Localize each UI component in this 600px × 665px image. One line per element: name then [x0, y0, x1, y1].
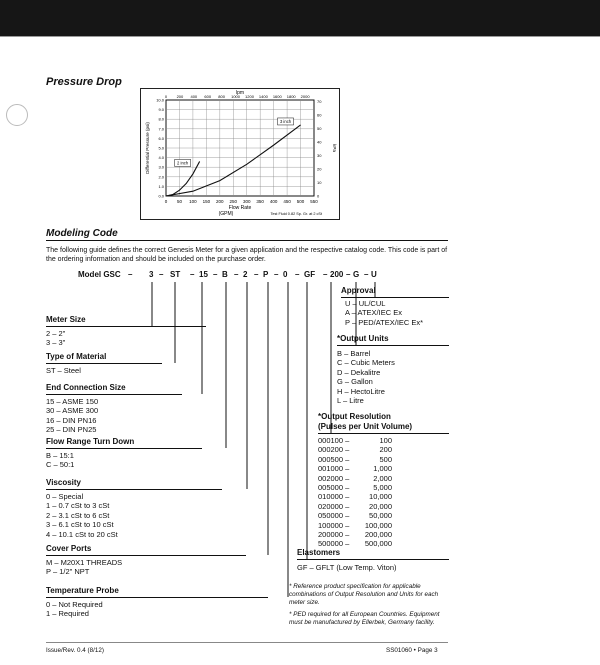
resolution-code: 020000 – — [318, 501, 350, 511]
kpa-tick-label: 40 — [317, 139, 322, 145]
y-tick-label: 8.0 — [158, 116, 164, 122]
y-tick-label: 9.0 — [158, 107, 164, 113]
pressure-drop-title: Pressure Drop — [46, 76, 122, 88]
model-code-4: 2 — [243, 270, 248, 279]
resolution-value: 5,000 — [373, 483, 392, 492]
model-code-dash: – — [159, 270, 164, 279]
model-code-dash: – — [346, 270, 351, 279]
section-rule-1 — [46, 363, 162, 364]
kpa-tick-label: 50 — [317, 125, 322, 131]
approval-value: P – PED/ATEX/IEC Ex* — [345, 317, 424, 327]
resolution-value: 20,000 — [369, 501, 392, 511]
x-tick-label: 150 — [202, 199, 211, 204]
model-code-8: 200 — [330, 270, 344, 279]
output-resolution-title: *Output Resolution — [318, 412, 391, 421]
elastomers-value: GF – GFLT (Low Temp. Viton) — [297, 563, 397, 572]
y-tick-label: 1.0 — [158, 183, 164, 189]
note-output-resolution: * Reference product specification for applicable combinations of Output Resolution and Units for each meter size. — [289, 583, 439, 606]
output-unit-value: H – HectoLitre — [337, 386, 385, 396]
lpm-tick-label: 0 — [164, 94, 168, 99]
resolution-code: 005000 – — [318, 483, 350, 492]
resolution-code: 000200 – — [318, 445, 350, 455]
output-unit-value: C – Cubic Meters — [337, 358, 395, 368]
series-label-0: 2 inch — [177, 160, 189, 166]
kpa-tick-label: 0 — [317, 193, 320, 199]
y-tick-label: 5.0 — [158, 145, 164, 151]
x-axis-unit: (GPM) — [218, 211, 234, 217]
lpm-tick-label: 800 — [218, 94, 225, 99]
x-tick-label: 200 — [216, 199, 224, 204]
y-axis-label: Differential Pressure (psi) — [145, 122, 150, 174]
resolution-code: 500000 – — [318, 539, 350, 549]
footer-page: SS01060 • Page 3 — [386, 647, 438, 654]
resolution-value: 100,000 — [364, 520, 392, 530]
model-code-dash: – — [295, 270, 300, 279]
x-tick-label: 500 — [296, 199, 305, 204]
model-code-dash: – — [213, 270, 218, 279]
model-code-6: 0 — [283, 270, 288, 279]
section-rule-6 — [46, 597, 268, 598]
lpm-tick-label: 600 — [204, 94, 212, 99]
section-value: B – 15:1 — [46, 451, 74, 460]
y-tick-label: 2.0 — [158, 174, 164, 180]
section-rule-3 — [46, 448, 202, 449]
x-tick-label: 0 — [164, 199, 168, 204]
lpm-axis-label: lpm — [235, 90, 245, 96]
resolution-value: 10,000 — [369, 492, 392, 502]
approval-title: Approval — [341, 286, 376, 295]
section-value: M – M20X1 THREADS — [46, 558, 123, 567]
output-resolution-subtitle: (Pulses per Unit Volume) — [318, 422, 413, 431]
resolution-value: 1,000 — [373, 464, 392, 474]
model-label: Model GSC — [78, 270, 121, 279]
y-tick-label: 4.0 — [158, 155, 164, 161]
x-tick-label: 100 — [189, 199, 197, 204]
resolution-value: 50,000 — [369, 511, 392, 521]
section-value: 0 – Special — [46, 492, 84, 501]
kpa-tick-label: 10 — [317, 179, 322, 185]
x-tick-label: 50 — [176, 199, 182, 204]
test-fluid-note: Test Fluid 0.82 Sp. Gr. at 2 cSt — [270, 212, 322, 216]
section-value: 30 – ASME 300 — [46, 406, 99, 416]
resolution-code: 002000 – — [318, 473, 350, 483]
model-code-dash: – — [274, 270, 279, 279]
resolution-value: 500,000 — [364, 539, 392, 549]
section-rule-5 — [46, 555, 246, 556]
elastomers-title: Elastomers — [297, 548, 341, 557]
x-tick-label: 350 — [256, 199, 264, 204]
y-tick-label: 7.0 — [158, 126, 164, 132]
section-title-6: Temperature Probe — [46, 586, 119, 595]
section-value: 0 – Not Required — [46, 600, 103, 609]
section-value: 4 – 10.1 cSt to 20 cSt — [46, 529, 118, 539]
note-ped: * PED required for all European Countries. Equipment must be manufactured by Ellerbek, Germany facility. — [289, 611, 440, 626]
output-unit-value: G – Gallon — [337, 377, 373, 387]
resolution-value: 500 — [379, 454, 392, 464]
approval-value: A – ATEX/IEC Ex — [345, 308, 402, 318]
section-title-2: End Connection Size — [46, 383, 126, 392]
section-value: 2 – 3.1 cSt to 6 cSt — [46, 510, 110, 520]
model-code-7: GF — [304, 270, 316, 279]
approval-value: U – UL/CUL — [345, 299, 386, 308]
section-title-1: Type of Material — [46, 352, 107, 361]
x-axis-label: Flow Rate — [228, 205, 252, 211]
y-tick-label: 3.0 — [158, 164, 164, 170]
y-tick-label: 10.0 — [156, 97, 164, 103]
section-value: 15 – ASME 150 — [46, 397, 99, 406]
modeling-code-title: Modeling Code — [46, 228, 118, 239]
output-unit-value: L – Litre — [337, 396, 364, 405]
section-value: 16 – DIN PN16 — [46, 415, 97, 425]
x-tick-label: 400 — [269, 199, 278, 204]
resolution-value: 200,000 — [364, 530, 392, 539]
section-value: 3 – 6.1 cSt to 10 cSt — [46, 520, 114, 530]
resolution-code: 200000 – — [318, 530, 350, 539]
model-code-3: B — [222, 270, 228, 279]
model-code-dash: – — [190, 270, 195, 279]
section-title-3: Flow Range Turn Down — [46, 437, 135, 446]
section-value: 2 – 2" — [46, 329, 66, 338]
section-title-4: Viscosity — [46, 478, 81, 487]
x-tick-label: 450 — [283, 199, 291, 204]
kpa-tick-label: 60 — [317, 112, 322, 118]
model-code-dash: – — [364, 270, 369, 279]
x-tick-label: 550 — [310, 199, 318, 204]
section-rule-0 — [46, 326, 206, 327]
model-code-9: G — [353, 270, 360, 279]
x-tick-label: 250 — [229, 199, 238, 204]
lpm-tick-label: 200 — [176, 94, 184, 99]
section-rule-2 — [46, 394, 182, 395]
series-label-1: 3 inch — [279, 118, 292, 124]
resolution-value: 100 — [379, 436, 392, 445]
resolution-code: 000500 – — [318, 454, 350, 464]
footer-rule — [46, 642, 448, 643]
lpm-tick-label: 400 — [190, 94, 198, 99]
model-dash: – — [128, 270, 133, 279]
section-value: 1 – Required — [46, 609, 89, 619]
lpm-tick-label: 1400 — [258, 94, 268, 99]
lpm-tick-label: 1800 — [286, 94, 296, 99]
lpm-tick-label: 1600 — [272, 94, 282, 99]
model-code-5: P — [263, 270, 269, 279]
output-unit-value: B – Barrel — [337, 349, 371, 358]
output-resolution-rule — [318, 433, 449, 434]
section-value: 1 – 0.7 cSt to 3 cSt — [46, 501, 110, 511]
section-title-5: Cover Ports — [46, 544, 92, 553]
kpa-tick-label: 20 — [317, 166, 322, 172]
section-value: P – 1/2" NPT — [46, 567, 90, 577]
resolution-code: 100000 – — [318, 520, 350, 530]
resolution-value: 2,000 — [373, 473, 392, 483]
resolution-value: 200 — [379, 445, 392, 455]
output-units-title: *Output Units — [337, 334, 389, 343]
kpa-tick-label: 70 — [317, 98, 322, 104]
model-code-dash: – — [234, 270, 239, 279]
approval-rule — [341, 297, 449, 298]
section-rule-4 — [46, 489, 222, 490]
elastomers-rule — [297, 559, 449, 560]
modeling-intro: The following guide defines the correct Genesis Meter for a given application and the respective catalog code. This code is part of the ordering information and should be included on the purchase order. — [46, 247, 448, 263]
section-value: C – 50:1 — [46, 460, 75, 470]
lpm-tick-label: 2000 — [300, 94, 310, 99]
lpm-tick-label: 1200 — [245, 94, 254, 99]
y-tick-label: 0.0 — [158, 193, 164, 199]
resolution-code: 000100 – — [318, 436, 350, 445]
model-code-0: 3 — [149, 270, 154, 279]
resolution-code: 050000 – — [318, 511, 350, 521]
section-value: ST – Steel — [46, 366, 81, 375]
lpm-tick-label: 1000 — [231, 94, 241, 99]
y-tick-label: 6.0 — [158, 135, 164, 141]
resolution-code: 001000 – — [318, 464, 350, 474]
kpa-axis-label: kPa — [332, 144, 337, 152]
model-code-dash: – — [254, 270, 259, 279]
model-code-1: ST — [170, 270, 181, 279]
section-value: 3 – 3" — [46, 338, 66, 348]
model-code-dash: – — [323, 270, 328, 279]
section-value: 25 – DIN PN25 — [46, 425, 97, 435]
section-title-0: Meter Size — [46, 315, 86, 324]
model-code-10: U — [371, 270, 377, 279]
footer-issue: Issue/Rev. 0.4 (8/12) — [46, 647, 104, 654]
model-code-2: 15 — [199, 270, 208, 279]
kpa-tick-label: 30 — [317, 152, 322, 158]
output-units-rule — [337, 345, 449, 346]
x-tick-label: 300 — [242, 199, 251, 204]
output-unit-value: D – Dekalitre — [337, 367, 381, 377]
resolution-code: 010000 – — [318, 492, 350, 502]
